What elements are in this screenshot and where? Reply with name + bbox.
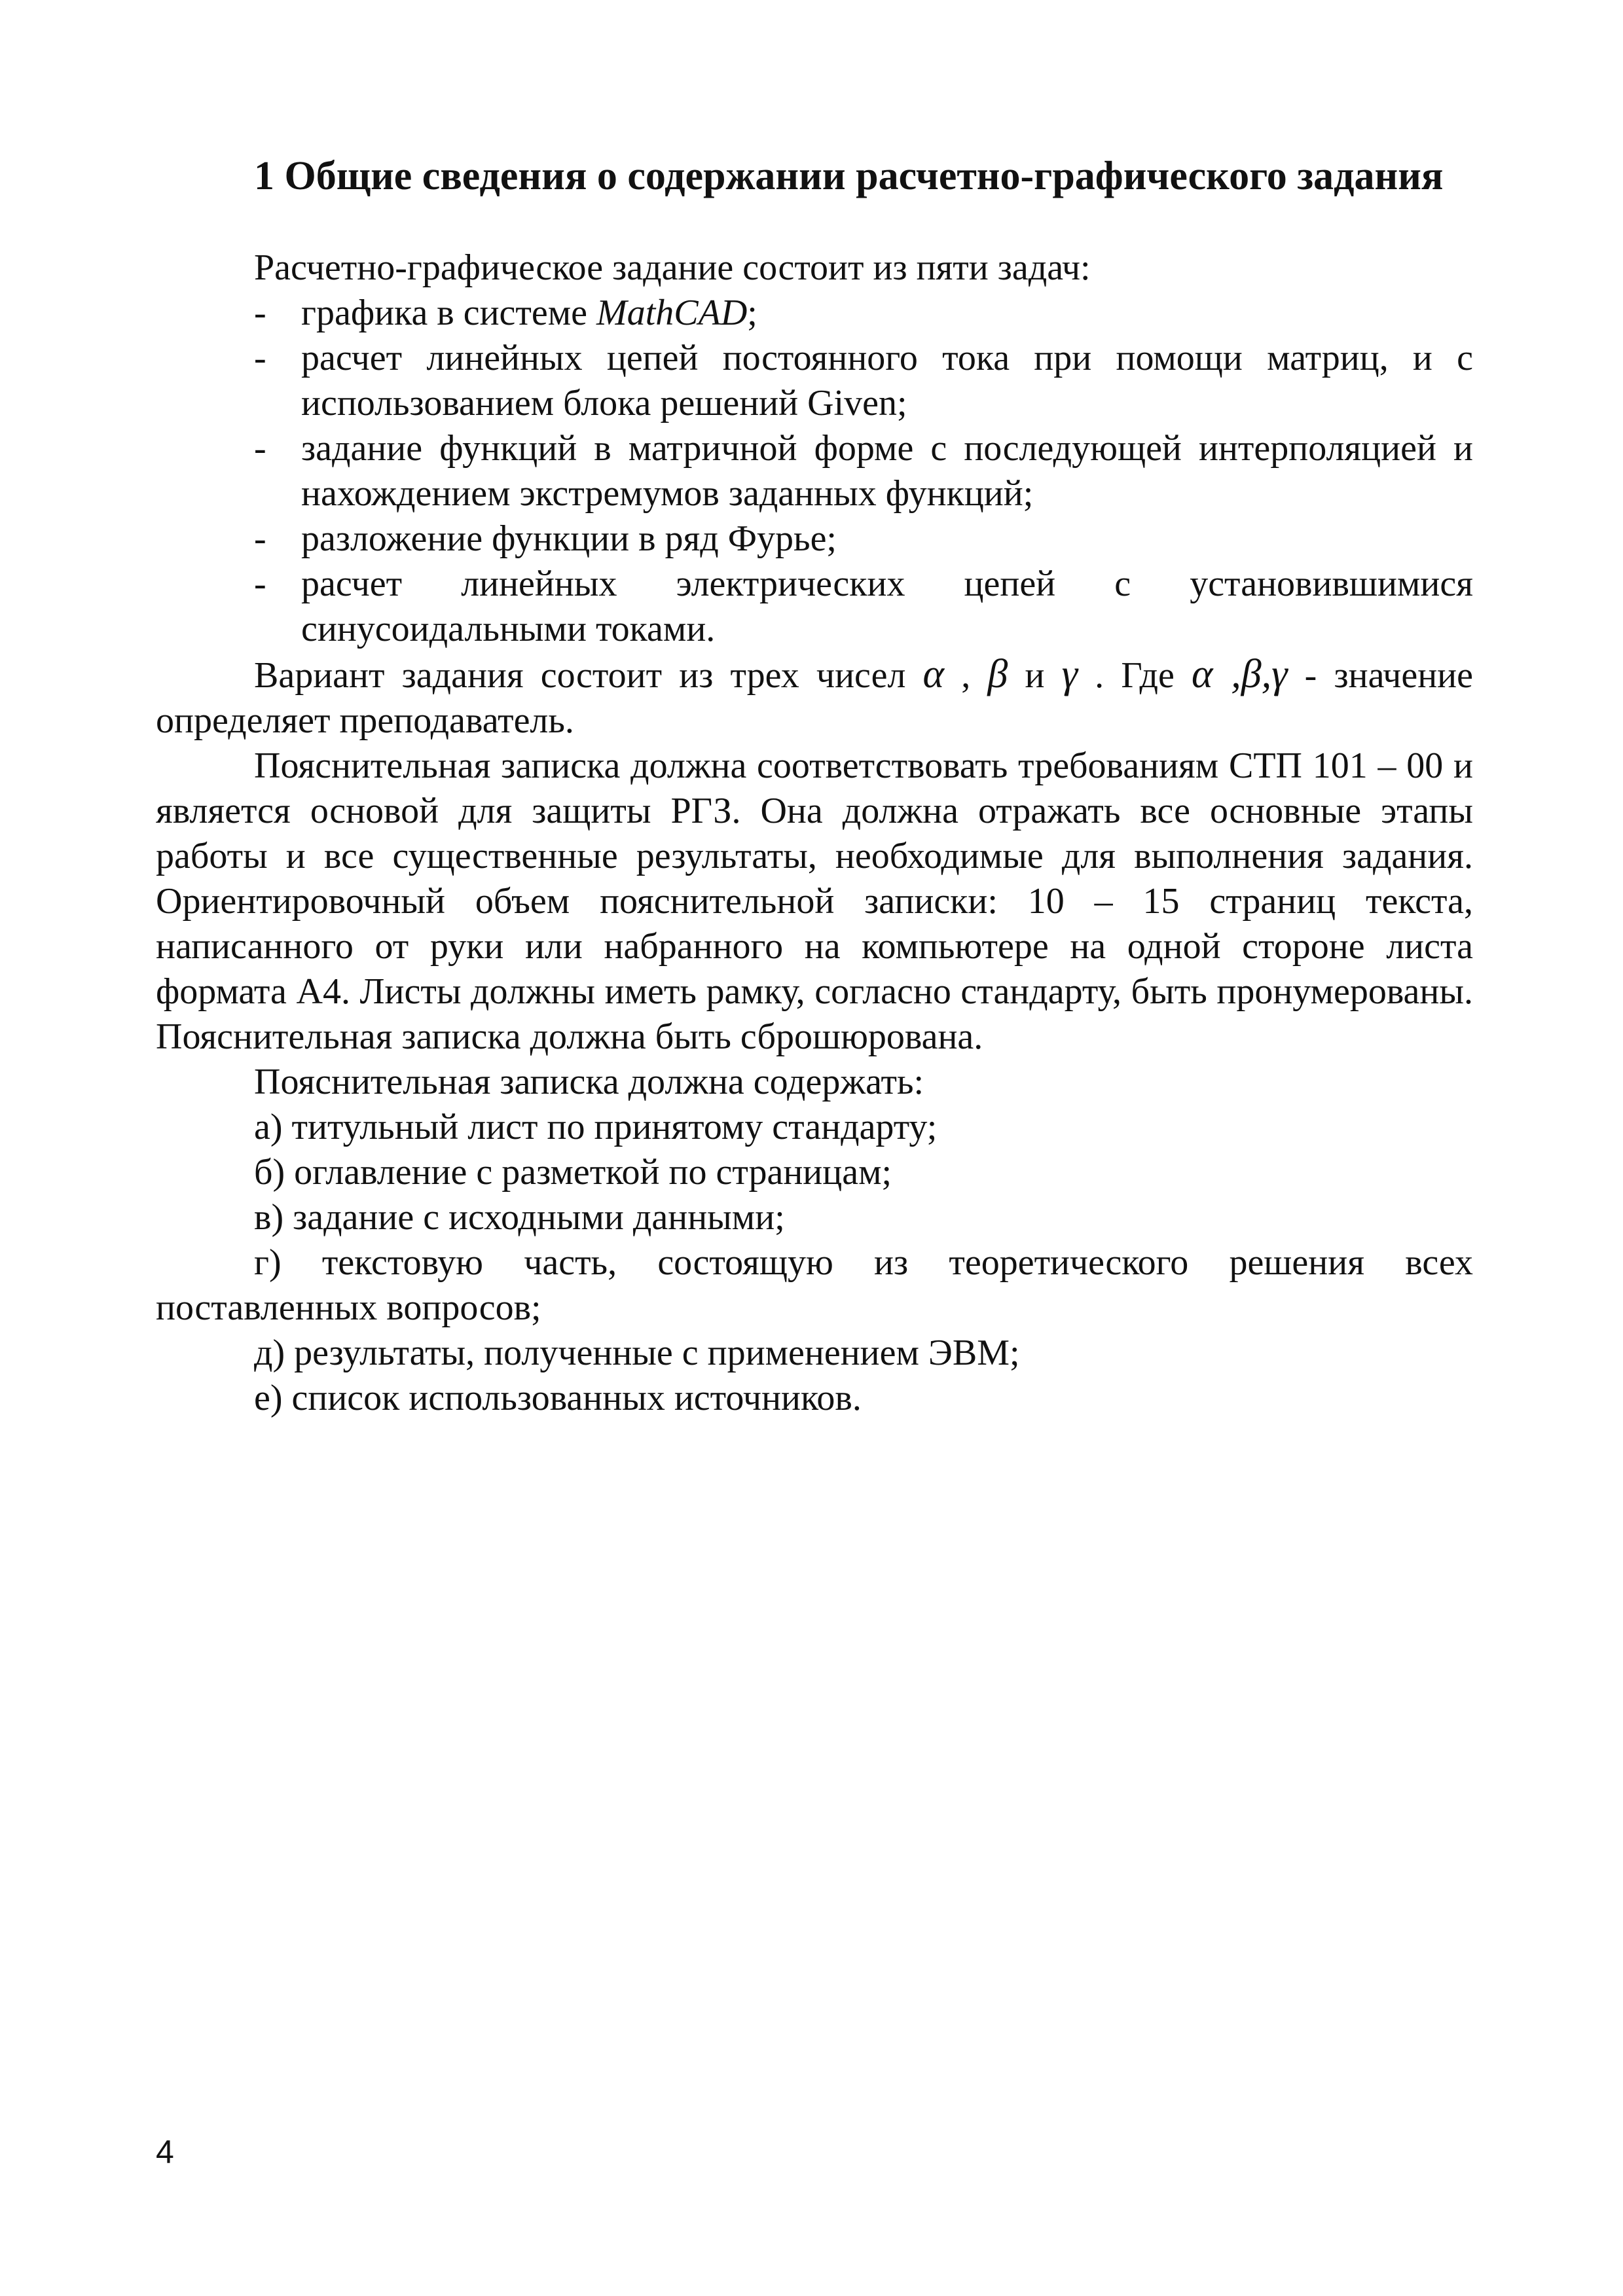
task-item: - графика в системе MathCAD;: [301, 291, 1473, 336]
contents-item: б) оглавление с разметкой по страницам;: [254, 1152, 892, 1193]
mathcad-name: MathCAD: [596, 293, 748, 333]
greek-symbols: α ,β,γ: [1192, 652, 1288, 696]
contents-item: д) результаты, полученные с применением ЭВМ;: [254, 1333, 1020, 1373]
text-block: [156, 152, 1473, 1421]
contents-item: в) задание с исходными данными;: [254, 1197, 785, 1238]
beta-symbol: β: [987, 652, 1008, 696]
page-number: 4: [156, 2134, 174, 2170]
task-item: - расчет линейных цепей постоянного тока при помощи матриц, и с использованием блока решений Given;: [301, 336, 1473, 426]
gamma-symbol: γ: [1061, 652, 1078, 696]
contents-item: г) текстовую часть, состоящую из теоретического решения всех поставленных вопросов;: [156, 1242, 1473, 1328]
contents-item: е) список использованных источников.: [254, 1378, 862, 1418]
task-item: - расчет линейных электрических цепей с установившимися синусоидальными токами.: [301, 562, 1473, 652]
contents-item: а) титульный лист по принятому стандарту;: [254, 1107, 938, 1147]
alpha-symbol: α: [922, 652, 945, 696]
tasks-list: [156, 291, 1473, 652]
task-item: - задание функций в матричной форме с последующей интерполяцией и нахождением экстремумов заданных функций;: [301, 426, 1473, 516]
contents-intro: Пояснительная записка должна содержать:: [254, 1062, 924, 1102]
variant-paragraph: Вариант задания состоит из трех чисел α , β и γ . Где α ,β,γ - значение определяет преподаватель.: [156, 652, 1473, 741]
tasks-intro: Расчетно-графическое задание состоит из пяти задач:: [254, 247, 1091, 288]
task-item: - разложение функции в ряд Фурье;: [301, 516, 1473, 562]
note-paragraph: Пояснительная записка должна соответствовать требованиям СТП 101 – 00 и является основой для защиты РГЗ. Она должна отражать все основные этапы работы и все существенные результаты, необходимые для выполнения задания. Ориентировочный объем пояснительной записки: 10 – 15 страниц текста, написанного от руки или набранного на компьютере на одной стороне листа формата А4. Листы должны иметь рамку, согласно стандарту, быть пронумерованы. Пояснительная записка должна быть сброшюрована.: [156, 745, 1473, 1057]
section-heading: 1 Общие сведения о содержании расчетно-графического задания: [254, 154, 1444, 198]
